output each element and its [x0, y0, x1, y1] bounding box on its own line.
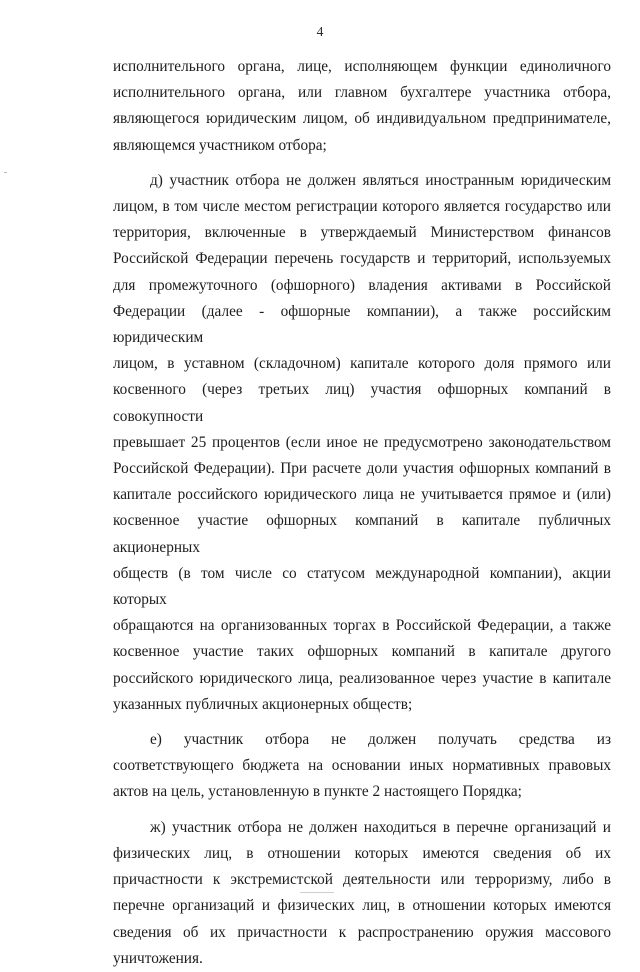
paragraph-item-zh — [113, 867, 611, 893]
text-line: являющемся участником отбора; — [113, 136, 327, 154]
text-line: актов на цель, установленную в пункте 2 настоящего Порядка; — [113, 783, 522, 801]
text-line: превышает 25 процентов (если иное не предусмотрено законодательством — [113, 433, 611, 451]
paragraph-item-zh — [113, 920, 611, 946]
paragraph-item-e — [113, 779, 611, 805]
text-line: российского юридического лица, реализованное через участие в капитале — [113, 669, 611, 687]
scan-artifact — [300, 892, 334, 893]
paragraph-item-d — [113, 456, 611, 482]
paragraph-item-d — [113, 168, 611, 194]
text-line: косвенное участие таких офшорных компаний в капитале другого — [113, 643, 611, 661]
text-line: Российской Федерации). При расчете доли участия офшорных компаний в — [113, 460, 611, 478]
paragraph-item-d — [113, 194, 611, 220]
text-line: Российской Федерации перечень государств и территорий, используемых — [113, 250, 611, 268]
text-line: д) участник отбора не должен являться иностранным юридическим — [150, 171, 611, 189]
text-line: обращаются на организованных торгах в Российской Федерации, а также — [113, 617, 611, 635]
text-line: уничтожения. — [113, 949, 203, 967]
paragraph-item-d — [113, 246, 611, 272]
text-line: косвенного (через третьих лиц) участия офшорных компаний в совокупности — [113, 381, 611, 425]
document-body — [113, 54, 611, 972]
text-line: капитале российского юридического лица не учитывается прямое и (или) — [113, 486, 611, 504]
text-line: указанных публичных акционерных обществ; — [113, 695, 413, 713]
paragraph-item-d — [113, 508, 611, 560]
paragraph-continuation — [113, 133, 611, 159]
text-line: обществ (в том числе со статусом международной компании), акции которых — [113, 564, 611, 609]
text-line: для промежуточного (офшорного) владения активами в Российской — [113, 276, 611, 294]
paragraph-item-d — [113, 561, 611, 613]
paragraph-item-zh — [113, 815, 611, 841]
text-line: исполнительного органа, лице, исполняющем функции единоличного — [113, 58, 611, 75]
text-line: сведения об их причастности к распространению оружия массового — [113, 923, 611, 941]
paragraph-item-d — [113, 430, 611, 456]
paragraph-item-d — [113, 692, 611, 718]
paragraph-item-d — [113, 639, 611, 665]
paragraph-item-zh — [113, 841, 611, 867]
paragraph-item-d — [113, 273, 611, 299]
text-line: исполнительного органа, или главном бухгалтере участника отбора, — [113, 84, 611, 102]
text-line: лицом, в том числе местом регистрации которого является государство или — [113, 198, 611, 216]
paragraph-item-d — [113, 351, 611, 377]
text-line: причастности к экстремистской деятельности или терроризму, либо в — [113, 871, 611, 889]
paragraph-item-zh — [113, 893, 611, 919]
text-line: Федерации (далее - офшорные компании), а также российским юридическим — [113, 302, 611, 347]
paragraph-item-d — [113, 666, 611, 692]
text-line: физических лиц, в отношении которых имеются сведения об их — [113, 844, 611, 862]
text-line: являющегося юридическим лицом, об индивидуальном предпринимателе, — [113, 110, 611, 128]
paragraph-item-d — [113, 613, 611, 639]
paragraph-continuation — [113, 106, 611, 132]
text-line: е) участник отбора не должен получать средства из — [150, 731, 611, 749]
paragraph-item-zh — [113, 946, 611, 972]
text-line: косвенное участие офшорных компаний в капитале публичных акционерных — [113, 512, 611, 556]
page-number: 4 — [316, 24, 324, 39]
paragraph-item-e — [113, 753, 611, 779]
scan-artifact — [4, 172, 7, 173]
paragraph-item-d — [113, 299, 611, 351]
paragraph-item-e — [113, 727, 611, 753]
paragraph-item-d — [113, 482, 611, 508]
paragraph-item-d — [113, 377, 611, 429]
text-line: территория, включенные в утверждаемый Министерством финансов — [113, 224, 611, 242]
paragraph-continuation — [113, 54, 611, 80]
text-line: лицом, в уставном (складочном) капитале которого доля прямого или — [113, 355, 611, 373]
paragraph-continuation — [113, 80, 611, 106]
text-line: перечне организаций и физических лиц, в отношении которых имеются — [113, 897, 611, 915]
text-line: соответствующего бюджета на основании иных нормативных правовых — [113, 757, 611, 775]
paragraph-item-d — [113, 220, 611, 246]
text-line: ж) участник отбора не должен находиться в перечне организаций и — [150, 818, 611, 836]
